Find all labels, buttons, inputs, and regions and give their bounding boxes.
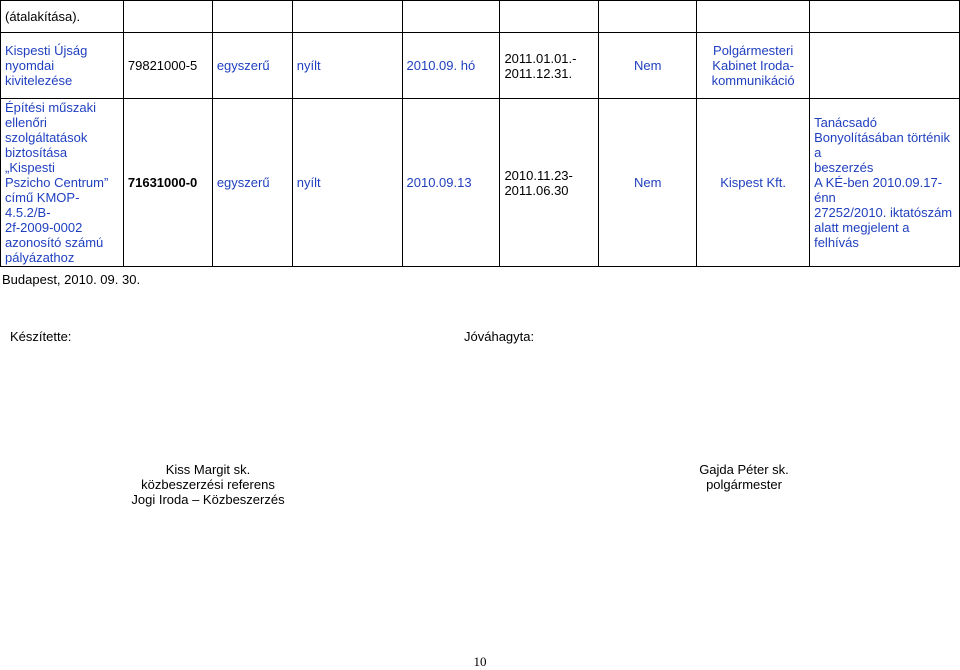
cell-procedure: nyílt <box>292 33 402 99</box>
cell-type: egyszerű <box>212 99 292 267</box>
prepared-label: Készítette: <box>10 329 72 344</box>
cell-eu: Nem <box>599 99 697 267</box>
cell-period: 2011.01.01.- 2011.12.31. <box>500 33 599 99</box>
cell-note <box>810 33 960 99</box>
signature-block-approver <box>654 462 834 492</box>
cell-subject: Kispesti Újság nyomdai kivitelezése <box>1 33 124 99</box>
signature-block-preparer <box>118 462 298 507</box>
signer-name: Kiss Margit sk. <box>165 462 251 477</box>
cell-cpv: 79821000-5 <box>123 33 212 99</box>
cell-type <box>212 1 292 33</box>
approved-label: Jóváhagyta: <box>464 329 535 344</box>
cell-period <box>500 1 599 33</box>
cell-eu: Nem <box>599 33 697 99</box>
cell-subject: Építési műszaki ellenőri szolgáltatások biztosítása „Kispesti Pszicho Centrum” című KMOP-4.5.2/B- 2f-2009-0002 azonosító számú pályázathoz <box>1 99 124 267</box>
signer-title: polgármester <box>706 477 782 492</box>
place-date: Budapest, 2010. 09. 30. <box>2 272 141 287</box>
cell-start <box>402 1 500 33</box>
cell-note: Tanácsadó Bonyolításában történik a beszerzés A KÉ-ben 2010.09.17-énn 27252/2010. iktatószám alatt megjelent a felhívás <box>810 99 960 267</box>
signer-title: közbeszerzési referens <box>141 477 275 492</box>
cell-eu <box>599 1 697 33</box>
cell-cpv: 71631000-0 <box>123 99 212 267</box>
signer-name: Gajda Péter sk. <box>699 462 789 477</box>
page-number: 10 <box>473 654 487 669</box>
cell-procedure <box>292 1 402 33</box>
cell-dept: Polgármesteri Kabinet Iroda- kommunikáció <box>697 33 810 99</box>
cell-procedure: nyílt <box>292 99 402 267</box>
cell-period: 2010.11.23- 2011.06.30 <box>500 99 599 267</box>
cell-start: 2010.09. hó <box>402 33 500 99</box>
signer-dept: Jogi Iroda – Közbeszerzés <box>131 492 285 507</box>
cell-dept: Kispest Kft. <box>697 99 810 267</box>
table-row <box>1 99 960 267</box>
table-row <box>1 1 960 33</box>
cell-subject: (átalakítása). <box>1 1 124 33</box>
cell-note <box>810 1 960 33</box>
cell-cpv <box>123 1 212 33</box>
procurement-table <box>0 0 960 267</box>
cell-type: egyszerű <box>212 33 292 99</box>
cell-start: 2010.09.13 <box>402 99 500 267</box>
cell-dept <box>697 1 810 33</box>
table-row <box>1 33 960 99</box>
